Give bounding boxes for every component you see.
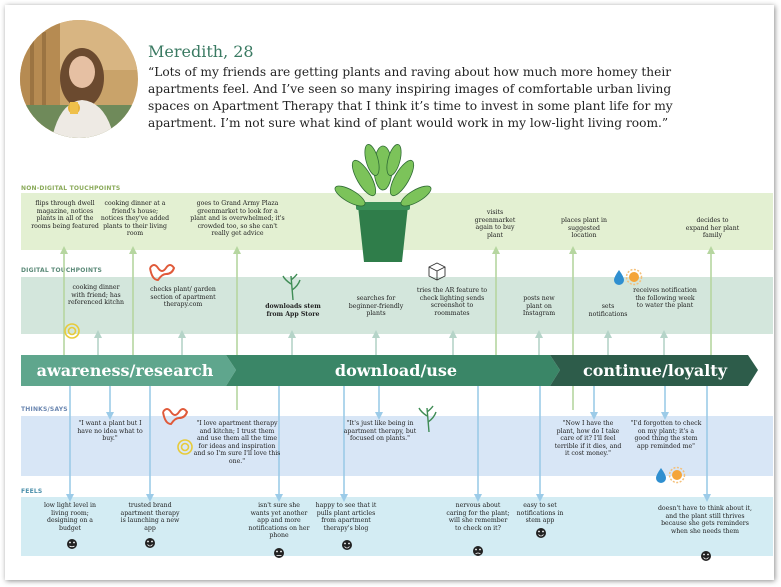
thinks-note: "It's just like being in apartment therapy, but focused on plants."	[343, 420, 417, 443]
non-digital-note: goes to Grand Army Plaza greenmarket to look for a plant and is overwhelmed; it's crowded too, so she can't really get advice	[190, 200, 285, 238]
non-digital-note: cooking dinner at a friend's house; notices they've added plants to their living room	[100, 200, 170, 238]
stage-download-use: download/use	[334, 361, 458, 380]
non-digital-note: flips through dwell magazine, notices plants in all of the rooms being featured	[31, 200, 99, 230]
persona-name: Meredith, 28	[148, 42, 254, 61]
feels-note: happy to see that it pulls plant articles from apartment therapy's blog	[315, 502, 377, 532]
non-digital-note: decides to expand her plant family	[685, 217, 740, 240]
digital-label: DIGITAL TOUCHPOINTS	[21, 267, 103, 274]
non-digital-label: NON-DIGITAL TOUCHPOINTS	[21, 185, 121, 192]
feels-note: low light level in living room; designing on a budget	[43, 502, 97, 532]
feels-label: FEELS	[21, 488, 43, 495]
feels-note: nervous about caring for the plant; will she remember to check on it?	[446, 502, 510, 532]
digital-note: receives notification the following week to water the plant	[633, 287, 697, 310]
non-digital-note: visits greenmarket again to buy plant	[474, 209, 516, 239]
digital-note: sets notifications	[588, 303, 628, 318]
stage-awareness-research: awareness/research	[36, 361, 214, 380]
thinks-note: "Now I have the plant, how do I take care of it? I'll feel terrible if it dies, and it cost money."	[554, 420, 622, 458]
stage-continue-loyalty: continue/loyalty	[583, 361, 727, 380]
persona-quote: “Lots of my friends are getting plants and raving about how much more homey their apartments feel. And I’ve seen so many inspiring images of comfortable urban living spaces on Apartment Therapy that I think it’s time to invest in some plant life for my apartment. I’m not sure what kind of plant would work in my low-light living room.”	[148, 65, 673, 130]
feels-note: trusted brand apartment therapy is launching a new app	[120, 502, 180, 532]
digital-note: tries the AR feature to check lighting sends screenshot to roommates	[416, 287, 488, 317]
digital-note: checks plant/ garden section of apartment therapy.com	[150, 286, 216, 309]
digital-note: searches for beginner-friendly plants	[348, 295, 404, 318]
thinks-label: THINKS/SAYS	[21, 406, 68, 413]
non-digital-note: places plant in suggested location	[561, 217, 607, 240]
thinks-note: "I'd forgotten to check on my plant; it's a good thing the stem app reminded me"	[630, 420, 702, 450]
feels-note: isn't sure she wants yet another app and more notifications on her phone	[248, 502, 310, 540]
feels-note: easy to set notifications in stem app	[516, 502, 564, 525]
digital-note: posts new plant on Instagram	[522, 295, 556, 318]
digital-note: cooking dinner with friend; has referenced kitchn	[68, 284, 124, 307]
feels-note: doesn't have to think about it, and the plant still thrives because she gets reminders when she needs them	[657, 505, 753, 535]
thinks-note: "I love apartment therapy and kitchn; I trust them and use them all the time for ideas and inspiration and so I'm sure I'll love this one."	[193, 420, 281, 465]
thinks-note: "I want a plant but I have no idea what to buy."	[77, 420, 143, 443]
digital-note: downloads stem from App Store	[265, 303, 321, 318]
